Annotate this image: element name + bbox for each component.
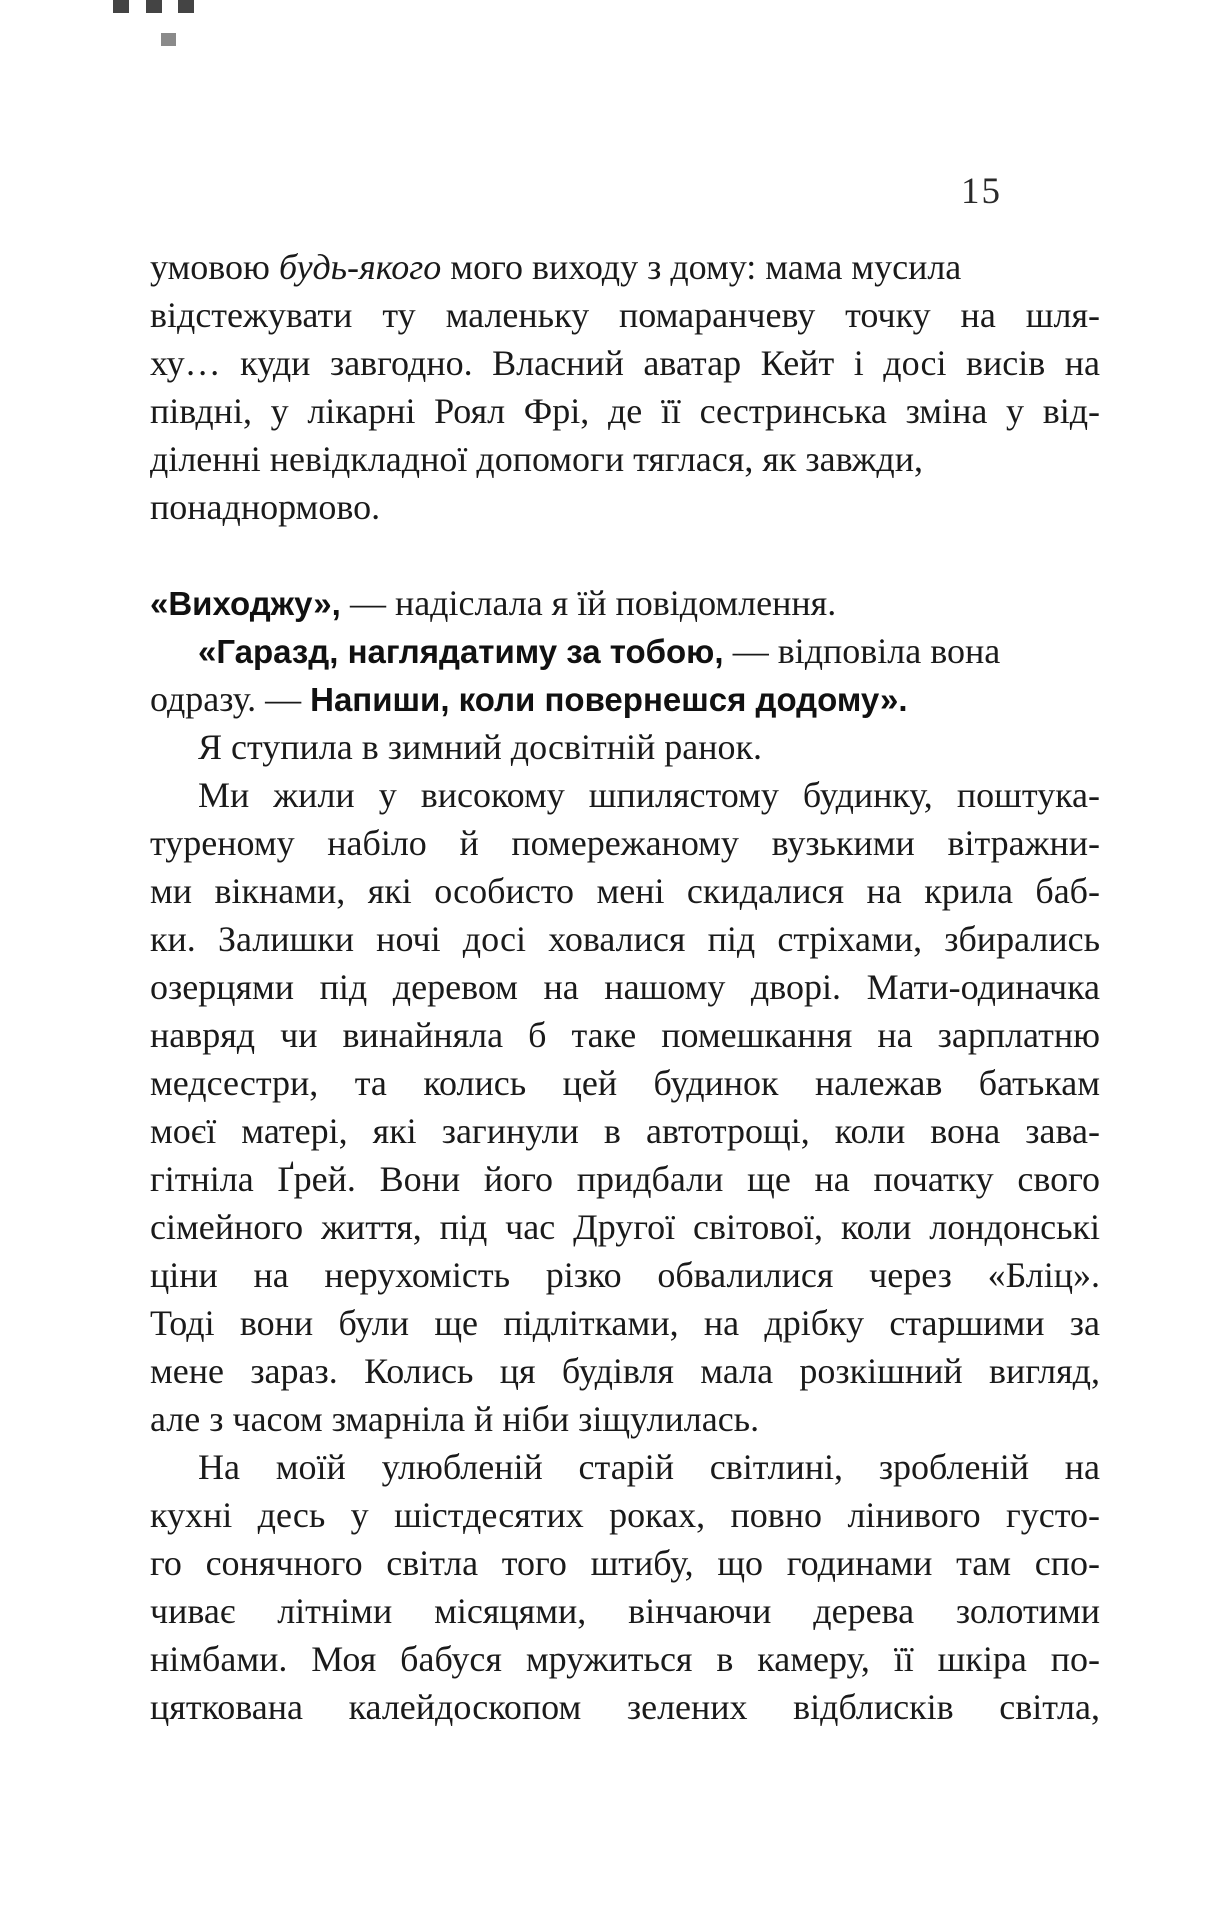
text-line — [150, 1443, 1100, 1491]
text-line — [150, 963, 1100, 1011]
text-line — [150, 1299, 1100, 1347]
body-text-segment: Я ступила в зимний досвітній ранок. — [198, 727, 762, 767]
message-text: «Виходжу», — [150, 585, 350, 622]
body-text-segment: чиває літніми місяцями, вінчаючи дерева золотими — [150, 1591, 1100, 1631]
body-text-segment: цяткована калейдоскопом зелених відблисків світла, — [150, 1687, 1100, 1727]
text-line — [150, 1155, 1100, 1203]
body-text-segment: Тоді вони були ще підлітками, на дрібку старшими за — [150, 1303, 1100, 1343]
body-text-segment: відстежувати ту маленьку помаранчеву точку на шля- — [150, 295, 1100, 335]
text-line — [150, 339, 1100, 387]
scan-mark — [113, 0, 129, 13]
message-text: «Гаразд, наглядатиму за тобою, — [198, 633, 733, 670]
body-text-segment: Ми жили у високому шпилястому будинку, поштука- — [198, 775, 1100, 815]
text-line — [150, 867, 1100, 915]
body-text-segment: півдні, у лікарні Роял Фрі, де її сестринська зміна у від- — [150, 391, 1100, 431]
body-text — [150, 243, 1100, 1731]
body-text-segment: одразу. — — [150, 679, 311, 719]
body-text-segment: кухні десь у шістдесятих роках, повно лінивого густо- — [150, 1495, 1100, 1535]
body-text-segment: туреному набіло й помережаному вузькими вітражни- — [150, 823, 1100, 863]
text-line — [150, 291, 1100, 339]
scan-mark — [178, 0, 194, 13]
body-text-segment: умовою — [150, 247, 279, 287]
text-line — [150, 1107, 1100, 1155]
body-text-segment: діленні невідкладної допомоги тяглася, як завжди, — [150, 439, 923, 479]
text-line — [150, 1491, 1100, 1539]
text-line — [150, 483, 1100, 531]
body-text-segment: але з часом змарніла й ніби зіщулилась. — [150, 1399, 760, 1439]
scan-mark — [146, 0, 162, 13]
text-line — [150, 1251, 1100, 1299]
body-text-segment: мене зараз. Колись ця будівля мала розкішний вигляд, — [150, 1351, 1100, 1391]
message-text: Напиши, коли повернешся додому». — [310, 681, 908, 718]
text-line — [150, 771, 1100, 819]
body-text-segment: німбами. Моя бабуся мружиться в камеру, її шкіра по- — [150, 1639, 1100, 1679]
body-text-segment: го сонячного світла того штибу, що годинами там спо- — [150, 1543, 1100, 1583]
body-text-segment: ху… куди завгодно. Власний аватар Кейт і досі висів на — [150, 343, 1100, 383]
text-line — [150, 915, 1100, 963]
body-text-segment: — відповіла вона — [732, 631, 1001, 671]
body-text-segment: мого виходу з дому: мама мусила — [441, 247, 962, 287]
text-line — [150, 819, 1100, 867]
body-text-segment: ціни на нерухомість різко обвалилися через «Бліц». — [150, 1255, 1100, 1295]
body-text-segment: На моїй улюбленій старій світлині, зробленій на — [198, 1447, 1100, 1487]
text-line — [150, 387, 1100, 435]
body-text-segment: навряд чи винайняла б таке помешкання на зарплатню — [150, 1015, 1100, 1055]
text-line — [150, 1059, 1100, 1107]
body-text-segment: моєї матері, які загинули в автотрощі, коли вона зава- — [150, 1111, 1100, 1151]
text-line — [150, 1203, 1100, 1251]
text-line — [150, 1011, 1100, 1059]
scan-mark — [161, 33, 176, 46]
body-text-segment: ми вікнами, які особисто мені скидалися на крила баб- — [150, 871, 1100, 911]
body-text-segment: — надіслала я їй повідомлення. — [349, 583, 837, 623]
text-line — [150, 435, 1100, 483]
text-line — [150, 1635, 1100, 1683]
text-line — [150, 723, 1100, 771]
text-line — [150, 1587, 1100, 1635]
text-line — [150, 1539, 1100, 1587]
page-number: 15 — [961, 171, 1002, 212]
body-text-segment: сімейного життя, під час Другої світової, коли лондонські — [150, 1207, 1100, 1247]
text-line — [150, 243, 1100, 291]
text-line — [150, 1347, 1100, 1395]
body-text-segment: ки. Залишки ночі досі ховалися під стріхами, збирались — [150, 919, 1100, 959]
text-line — [150, 1683, 1100, 1731]
body-text-segment: гітніла Ґрей. Вони його придбали ще на початку свого — [150, 1159, 1100, 1199]
text-line — [150, 579, 1100, 627]
text-line — [150, 1395, 1100, 1443]
text-line — [150, 675, 1100, 723]
body-text-segment: озерцями під деревом на нашому дворі. Мати-одиначка — [150, 967, 1100, 1007]
body-text-segment: понаднормово. — [150, 487, 381, 527]
text-line — [150, 627, 1100, 675]
italic-text: будь-якого — [278, 247, 442, 287]
body-text-segment: медсестри, та колись цей будинок належав батькам — [150, 1063, 1100, 1103]
